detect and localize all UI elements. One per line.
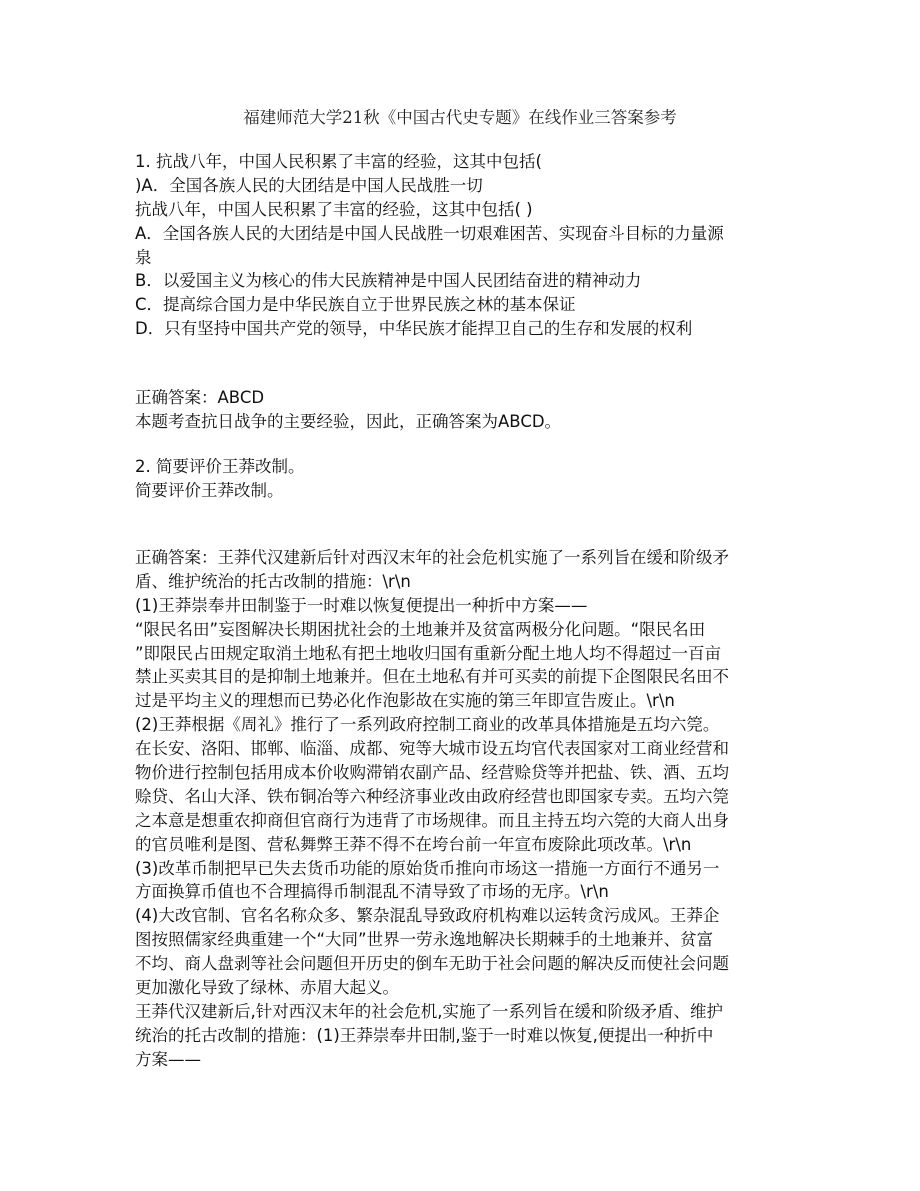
answer-line: 在长安、洛阳、邯郸、临淄、成都、宛等大城市设五均官代表国家对工商业经营和 [135,739,729,759]
answer-line: 禁止买卖其目的是抑制土地兼并。但在土地私有并可买卖的前提下企图限民名田不 [135,667,729,687]
answer-line: 的官员唯利是图、营私舞弊王莽不得不在垮台前一年宣布废除此项改革。\r\n [135,834,692,854]
answer-line: 统治的托古改制的措施：(1)王莽崇奉井田制,鉴于一时难以恢复,便提出一种折中 [135,1025,714,1045]
answer-line: 正确答案：王莽代汉建新后针对西汉末年的社会危机实施了一系列旨在缓和阶级矛 [135,548,729,567]
answer-line: 方案—— [135,1049,201,1069]
document-title: 福建师范大学21秋《中国古代史专题》在线作业三答案参考 [243,108,677,127]
answer-line: 王莽代汉建新后,针对西汉末年的社会危机,实施了一系列旨在缓和阶级矛盾、维护 [135,1001,723,1021]
answer-line: 盾、维护统治的托古改制的措施：\r\n [135,571,411,591]
answer-line: (4)大改官制、官名名称众多、繁杂混乱导致政府机构难以运转贪污成风。王莽企 [135,906,720,926]
answer-line: “限民名田”妄图解决长期困扰社会的土地兼并及贫富两极分化问题。“限民名田 [135,619,706,639]
question-1-line: )A．全国各族人民的大团结是中国人民战胜一切 [135,175,483,195]
answer-line: 赊贷、名山大泽、铁布铜冶等六种经济事业改由政府经营也即国家专卖。五均六筦 [135,786,729,806]
answer-line: 不均、商人盘剥等社会问题但开历史的倒车无助于社会问题的解决反而使社会问题 [135,954,729,974]
option-a-continuation: 泉 [135,247,152,267]
answer-line: 图按照儒家经典重建一个“大同”世界一劳永逸地解决长期棘手的土地兼并、贫富 [135,930,714,950]
question-2-line: 2. 简要评价王莽改制。 [135,457,305,476]
answer-line: (2)王莽根据《周礼》推行了一系列政府控制工商业的改革具体措施是五均六筦。 [135,715,720,735]
answer-explanation: 本题考查抗日战争的主要经验，因此，正确答案为ABCD。 [135,411,562,431]
option-d-line: D．只有坚持中国共产党的领导，中华民族才能捍卫自己的生存和发展的权利 [135,319,693,339]
question-2-answer [135,546,795,1072]
answer-line: 物价进行控制包括用成本价收购滞销农副产品、经营赊贷等并把盐、铁、酒、五均 [135,763,729,783]
question-2 [135,455,795,503]
answer-line: (3)改革币制把早已失去货币功能的原始货币推向市场这一措施一方面行不通另一 [135,858,720,878]
answer-line: 方面换算币值也不合理搞得币制混乱不清导致了市场的无序。\r\n [135,882,609,902]
option-a-line: A．全国各族人民的大团结是中国人民战胜一切艰难困苦、实现奋斗目标的力量源 [135,223,724,243]
answer-label: 正确答案：ABCD [135,388,265,407]
question-1-answer [135,386,795,434]
answer-line: 更加激化导致了绿林、赤眉大起义。 [135,978,399,998]
answer-line: ”即限民占田规定取消土地私有把土地收归国有重新分配土地人均不得超过一百亩 [135,643,722,663]
option-b-line: B．以爱国主义为核心的伟大民族精神是中国人民团结奋进的精神动力 [135,271,642,291]
answer-line: (1)王莽崇奉井田制鉴于一时难以恢复便提出一种折中方案—— [135,595,588,615]
answer-line: 之本意是想重农抑商但官商行为违背了市场规律。而且主持五均六筦的大商人出身 [135,810,729,830]
answer-line: 过是平均主义的理想而已势必化作泡影故在实施的第三年即宣告废止。\r\n [135,691,675,711]
question-1-line: 抗战八年，中国人民积累了丰富的经验，这其中包括( ) [135,199,533,219]
question-2-line: 简要评价王莽改制。 [135,480,284,500]
option-c-line: C．提高综合国力是中华民族自立于世界民族之林的基本保证 [135,295,576,315]
question-1-line: 1. 抗战八年，中国人民积累了丰富的经验，这其中包括( [135,152,542,171]
question-1 [135,150,795,341]
